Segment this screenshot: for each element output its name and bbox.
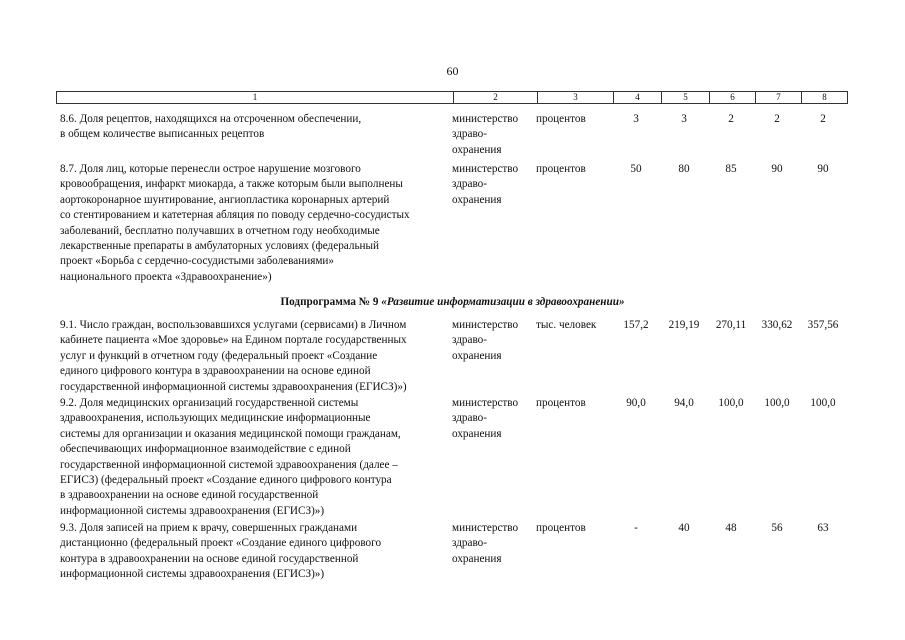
value-col-4: 90,0 xyxy=(626,397,646,409)
indicator-description xyxy=(60,112,452,143)
executor xyxy=(452,396,538,442)
value-col-5: 3 xyxy=(681,113,687,125)
description-line: ЕГИСЗ) (федеральный проект «Создание единого цифрового контура xyxy=(60,474,392,487)
value-col-6: 100,0 xyxy=(718,397,744,409)
description-line: 9.3. Доля записей на прием к врачу, совершенных гражданами xyxy=(60,522,358,534)
value-col-7: 56 xyxy=(771,522,783,534)
value-col-8: 100,0 xyxy=(810,397,836,409)
indicator-description xyxy=(60,162,452,285)
indicator-description xyxy=(60,521,452,583)
executor xyxy=(452,112,538,158)
executor-line: министерство xyxy=(452,113,519,125)
description-line: услуг и функций в отчетном году (федеральный проект «Создание xyxy=(60,349,378,362)
unit-of-measure: процентов xyxy=(536,163,586,175)
description-line: здравоохранения, использующих медицинские информационные xyxy=(60,412,371,425)
description-line: проект «Борьба с сердечно-сосудистыми заболеваниями» xyxy=(60,255,335,268)
description-line: обеспечивающих информационное взаимодействие с единой xyxy=(60,443,351,456)
executor xyxy=(452,162,538,208)
executor-line: здраво- xyxy=(452,128,487,141)
executor-line: охранения xyxy=(452,349,502,362)
unit-of-measure: процентов xyxy=(536,522,586,534)
description-line: в общем количестве выписанных рецептов xyxy=(60,128,265,141)
executor-line: охранения xyxy=(452,193,502,206)
value-col-6: 270,11 xyxy=(715,319,747,331)
value-col-5: 40 xyxy=(678,522,690,534)
description-line: лекарственные препараты в амбулаторных условиях (федеральный xyxy=(60,240,380,253)
description-line: единого цифрового контура в здравоохранении на основе единой xyxy=(60,365,371,378)
header-col-4: 4 xyxy=(613,92,661,103)
executor-line: охранения xyxy=(452,143,502,156)
description-line: кабинете пациента «Мое здоровье» на Едином портале государственных xyxy=(60,334,407,347)
header-col-8: 8 xyxy=(801,92,847,103)
value-col-4: 157,2 xyxy=(623,319,649,331)
unit-of-measure: процентов xyxy=(536,113,586,125)
description-line: дистанционно (федеральный проект «Создание единого цифрового xyxy=(60,537,382,550)
subprogram-heading xyxy=(0,295,905,310)
value-col-6: 48 xyxy=(725,522,737,534)
header-col-1: 1 xyxy=(252,92,258,102)
value-col-8: 90 xyxy=(817,163,829,175)
description-line: со стентированием и катетерная абляция по поводу сердечно-сосудистых xyxy=(60,209,410,222)
unit-of-measure: процентов xyxy=(536,397,586,409)
executor-line: охранения xyxy=(452,427,502,440)
page-number: 60 xyxy=(446,64,459,78)
value-col-6: 2 xyxy=(728,113,734,125)
executor xyxy=(452,318,538,364)
executor-line: здраво- xyxy=(452,178,487,191)
executor-line: здраво- xyxy=(452,334,487,347)
header-col-3: 3 xyxy=(537,92,613,103)
executor-line: министерство xyxy=(452,319,519,331)
value-col-4: 3 xyxy=(633,113,639,125)
executor-line: министерство xyxy=(452,397,519,409)
value-col-5: 80 xyxy=(678,163,690,175)
header-col-2: 2 xyxy=(453,92,537,103)
description-line: кровообращения, инфаркт миокарда, а также которым были выполнены xyxy=(60,178,403,191)
value-col-5: 94,0 xyxy=(674,397,694,409)
description-line: 9.1. Число граждан, воспользовавшихся услугами (сервисами) в Личном xyxy=(60,319,407,331)
subprogram-title: «Развитие информатизации в здравоохранении» xyxy=(381,296,625,308)
value-col-4: - xyxy=(634,522,638,534)
unit-of-measure: тыс. человек xyxy=(536,319,597,331)
header-col-6: 6 xyxy=(709,92,755,103)
value-col-7: 90 xyxy=(771,163,783,175)
description-line: аортокоронарное шунтирование, ангиопластика коронарных артерий xyxy=(60,193,390,206)
value-col-6: 85 xyxy=(725,163,737,175)
description-line: системы для организации и оказания медицинской помощи гражданам, xyxy=(60,427,401,440)
executor xyxy=(452,521,538,567)
description-line: государственной информационной системы здравоохранения (ЕГИСЗ)») xyxy=(60,380,407,393)
description-line: информационной системы здравоохранения (ЕГИСЗ)») xyxy=(60,568,325,581)
description-line: контура в здравоохранении на основе единой государственной xyxy=(60,552,359,565)
executor-line: министерство xyxy=(452,163,519,175)
description-line: в здравоохранении на основе единой государственной xyxy=(60,489,319,502)
value-col-8: 63 xyxy=(817,522,829,534)
header-col-7: 7 xyxy=(755,92,801,103)
value-col-7: 100,0 xyxy=(764,397,790,409)
description-line: информационной системы здравоохранения (ЕГИСЗ)») xyxy=(60,504,325,517)
value-col-7: 330,62 xyxy=(761,319,793,331)
indicator-description xyxy=(60,318,452,395)
description-line: государственной информационной системой здравоохранения (далее – xyxy=(60,458,398,471)
value-col-4: 50 xyxy=(630,163,642,175)
executor-line: здраво- xyxy=(452,412,487,425)
executor-line: охранения xyxy=(452,552,502,565)
executor-line: министерство xyxy=(452,522,519,534)
description-line: 8.6. Доля рецептов, находящихся на отсроченном обеспечении, xyxy=(60,113,362,125)
description-line: заболеваний, бесплатно получавших в отчетном году необходимые xyxy=(60,224,380,237)
header-col-5: 5 xyxy=(661,92,709,103)
indicator-description xyxy=(60,396,452,519)
executor-line: здраво- xyxy=(452,537,487,550)
table-header-row xyxy=(56,91,848,104)
description-line: 8.7. Доля лиц, которые перенесли острое нарушение мозгового xyxy=(60,163,361,175)
value-col-8: 2 xyxy=(820,113,826,125)
value-col-5: 219,19 xyxy=(668,319,700,331)
description-line: национального проекта «Здравоохранение») xyxy=(60,270,272,283)
value-col-7: 2 xyxy=(774,113,780,125)
description-line: 9.2. Доля медицинских организаций государственной системы xyxy=(60,397,359,409)
value-col-8: 357,56 xyxy=(807,319,839,331)
subprogram-prefix: Подпрограмма № 9 xyxy=(280,296,382,308)
